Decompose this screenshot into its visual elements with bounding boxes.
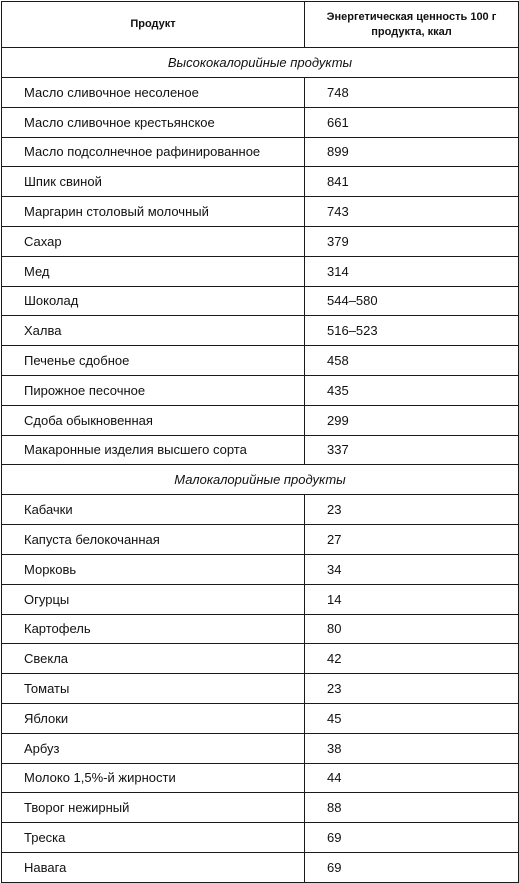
table-body (2, 48, 519, 883)
table-row (2, 733, 519, 763)
energy-value: 23 (305, 495, 519, 525)
product-name: Томаты (2, 674, 305, 704)
energy-value: 38 (305, 733, 519, 763)
product-name: Масло сливочное крестьянское (2, 107, 305, 137)
table-row (2, 852, 519, 882)
table-row (2, 614, 519, 644)
energy-value: 748 (305, 78, 519, 108)
energy-value: 661 (305, 107, 519, 137)
calorie-table (1, 1, 519, 883)
energy-value: 69 (305, 823, 519, 853)
product-name: Макаронные изделия высшего сорта (2, 435, 305, 465)
product-name: Масло подсолнечное рафинированное (2, 137, 305, 167)
product-name: Капуста белокочанная (2, 525, 305, 555)
header-product: Продукт (2, 2, 305, 48)
product-name: Творог нежирный (2, 793, 305, 823)
energy-value: 379 (305, 226, 519, 256)
header-row (2, 2, 519, 48)
energy-value: 44 (305, 763, 519, 793)
section-row (2, 48, 519, 78)
table-row (2, 346, 519, 376)
product-name: Морковь (2, 554, 305, 584)
product-name: Картофель (2, 614, 305, 644)
energy-value: 743 (305, 197, 519, 227)
table-row (2, 525, 519, 555)
energy-value: 435 (305, 375, 519, 405)
product-name: Треска (2, 823, 305, 853)
table-row (2, 167, 519, 197)
energy-value: 544–580 (305, 286, 519, 316)
energy-value: 45 (305, 703, 519, 733)
table-row (2, 137, 519, 167)
energy-value: 23 (305, 674, 519, 704)
table-row (2, 256, 519, 286)
product-name: Мед (2, 256, 305, 286)
table-row (2, 793, 519, 823)
product-name: Шпик свиной (2, 167, 305, 197)
energy-value: 27 (305, 525, 519, 555)
table-row (2, 78, 519, 108)
table-row (2, 375, 519, 405)
energy-value: 299 (305, 405, 519, 435)
table-row (2, 644, 519, 674)
table-row (2, 435, 519, 465)
product-name: Яблоки (2, 703, 305, 733)
header-energy: Энергетическая ценность 100 г продукта, ккал (305, 2, 519, 48)
section-title: Малокалорийные продукты (2, 465, 519, 495)
product-name: Кабачки (2, 495, 305, 525)
table-row (2, 286, 519, 316)
energy-value: 80 (305, 614, 519, 644)
table-row (2, 316, 519, 346)
product-name: Печенье сдобное (2, 346, 305, 376)
energy-value: 88 (305, 793, 519, 823)
energy-value: 841 (305, 167, 519, 197)
product-name: Молоко 1,5%-й жирности (2, 763, 305, 793)
product-name: Сахар (2, 226, 305, 256)
table-row (2, 495, 519, 525)
table-row (2, 107, 519, 137)
table-row (2, 763, 519, 793)
table-row (2, 226, 519, 256)
product-name: Навага (2, 852, 305, 882)
product-name: Сдоба обыкновенная (2, 405, 305, 435)
energy-value: 337 (305, 435, 519, 465)
table-row (2, 554, 519, 584)
section-title: Высококалорийные продукты (2, 48, 519, 78)
energy-value: 458 (305, 346, 519, 376)
table-row (2, 405, 519, 435)
energy-value: 34 (305, 554, 519, 584)
product-name: Маргарин столовый молочный (2, 197, 305, 227)
product-name: Шоколад (2, 286, 305, 316)
product-name: Свекла (2, 644, 305, 674)
table-row (2, 703, 519, 733)
energy-value: 69 (305, 852, 519, 882)
energy-value: 516–523 (305, 316, 519, 346)
table-row (2, 674, 519, 704)
table-row (2, 823, 519, 853)
product-name: Огурцы (2, 584, 305, 614)
table-row (2, 584, 519, 614)
section-row (2, 465, 519, 495)
energy-value: 314 (305, 256, 519, 286)
product-name: Пирожное песочное (2, 375, 305, 405)
product-name: Арбуз (2, 733, 305, 763)
product-name: Халва (2, 316, 305, 346)
product-name: Масло сливочное несоленое (2, 78, 305, 108)
energy-value: 14 (305, 584, 519, 614)
energy-value: 899 (305, 137, 519, 167)
table-row (2, 197, 519, 227)
energy-value: 42 (305, 644, 519, 674)
